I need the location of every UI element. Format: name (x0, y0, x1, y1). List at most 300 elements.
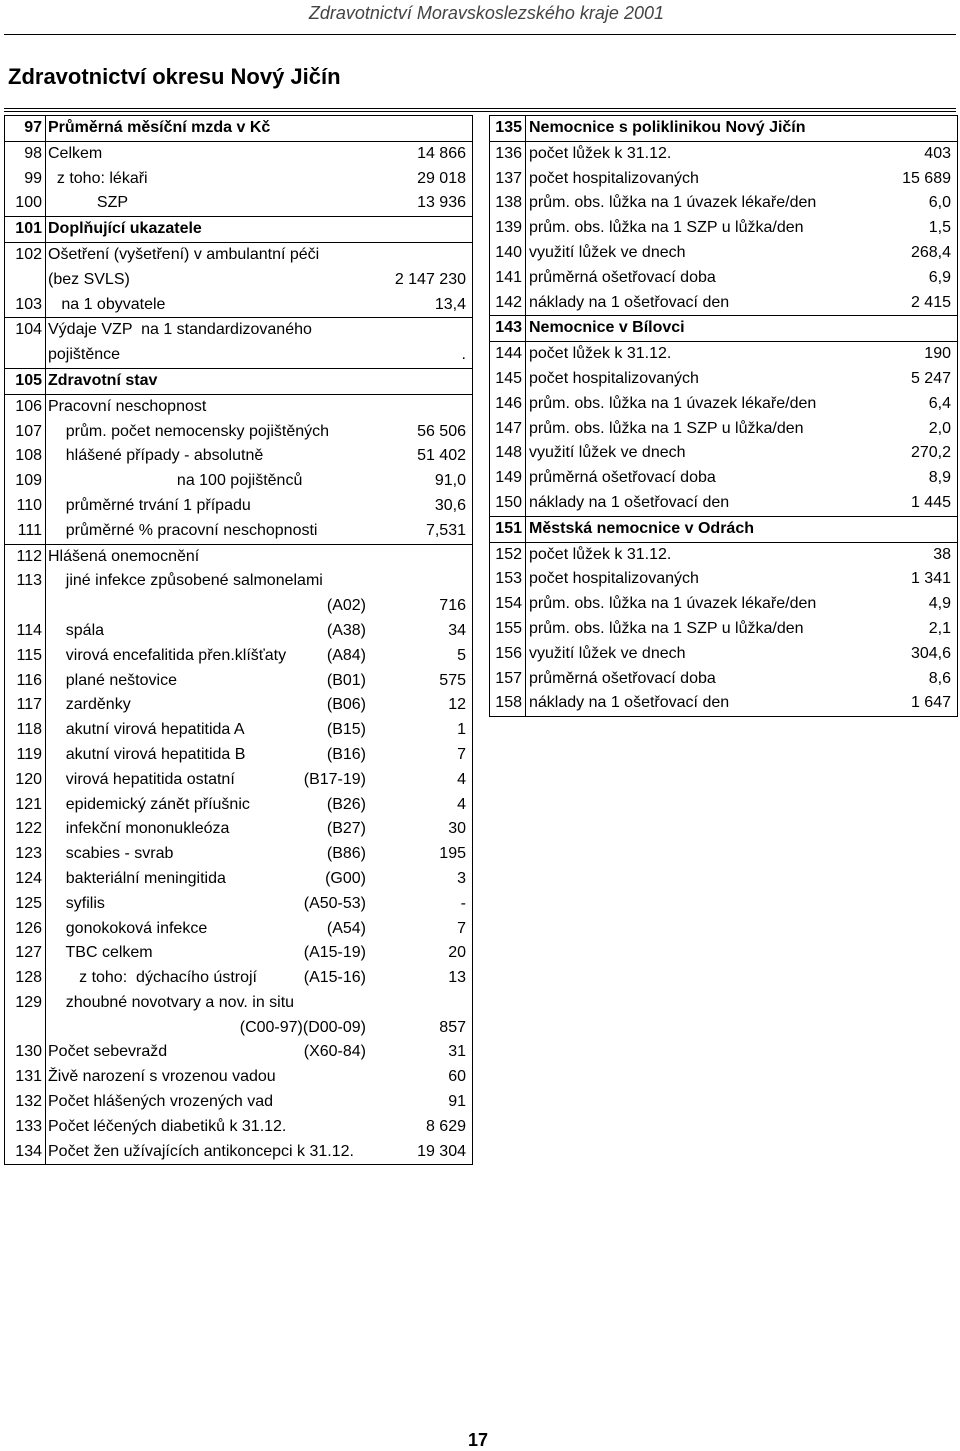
row-label: (bez SVLS) (48, 270, 130, 288)
row-label: počet hospitalizovaných (529, 369, 699, 387)
table-row (490, 517, 957, 543)
column-divider (45, 268, 46, 293)
table-row (5, 693, 472, 718)
row-value: 14 866 (417, 144, 466, 162)
row-value: 716 (439, 597, 466, 615)
row-value: 3 (457, 869, 466, 887)
row-number: 103 (15, 295, 42, 313)
table-row (5, 395, 472, 420)
column-divider (525, 491, 526, 516)
table-row (5, 444, 472, 469)
row-value: 15 689 (902, 169, 951, 187)
row-value: 91 (448, 1093, 466, 1111)
table-row (5, 966, 472, 991)
row-label: virová encefalitida přen.klíšťaty (48, 646, 287, 664)
row-value: 1 341 (910, 570, 951, 588)
table-row (5, 116, 472, 142)
table-row (490, 116, 957, 142)
row-number: 146 (495, 394, 522, 412)
column-divider (525, 216, 526, 241)
table-row (490, 617, 957, 642)
row-label: využití lůžek ve dnech (529, 243, 686, 261)
column-divider (45, 395, 46, 420)
row-label: prům. obs. lůžka na 1 úvazek lékaře/den (529, 394, 817, 412)
row-label: průměrná ošetřovací doba (529, 669, 716, 687)
row-value: . (461, 346, 466, 364)
row-label: SZP (48, 194, 129, 212)
row-value: 34 (448, 621, 466, 639)
column-divider (525, 291, 526, 316)
column-divider (45, 142, 46, 167)
row-label: Hlášená onemocnění (48, 547, 200, 565)
row-value: 268,4 (910, 243, 951, 261)
row-label: Počet hlášených vrozených vad (48, 1093, 274, 1111)
right-table (489, 115, 958, 717)
row-code: (X60-84) (303, 1043, 366, 1061)
table-row (5, 644, 472, 669)
column-divider (45, 519, 46, 544)
row-number: 123 (15, 845, 42, 863)
row-value: 1 (457, 721, 466, 739)
column-divider (45, 420, 46, 445)
column-divider (525, 342, 526, 367)
column-divider (45, 917, 46, 942)
row-code: (G00) (325, 869, 366, 887)
column-divider (525, 392, 526, 417)
row-value: 30,6 (434, 496, 466, 514)
row-number (5, 594, 45, 619)
column-divider (45, 867, 46, 892)
table-row (5, 1016, 472, 1041)
table-row (5, 191, 472, 217)
column-divider (45, 1040, 46, 1065)
row-number: 117 (16, 696, 42, 714)
row-number: 140 (495, 243, 522, 261)
page-number: 17 (468, 1430, 489, 1450)
row-label: hlášené případy - absolutně (48, 447, 264, 465)
running-header: Zdravotnictví Moravskoslezského kraje 2001 (308, 3, 664, 23)
column-divider (525, 142, 526, 167)
row-label: Výdaje VZP na 1 standardizovaného (48, 321, 312, 339)
table-row (5, 1065, 472, 1090)
row-number: 141 (495, 268, 522, 286)
table-row (5, 743, 472, 768)
row-number: 128 (15, 969, 42, 987)
table-row (490, 543, 957, 568)
row-label: zhoubné novotvary a nov. in situ (48, 993, 295, 1011)
row-value: 60 (448, 1068, 466, 1086)
row-value: 56 506 (417, 422, 466, 440)
table-row (490, 191, 957, 216)
column-divider (45, 217, 46, 242)
row-number: 121 (15, 795, 42, 813)
row-number (5, 1016, 45, 1041)
row-value: 2,0 (928, 419, 951, 437)
row-value: 13 (448, 969, 466, 987)
column-divider (525, 691, 526, 716)
row-value: 31 (448, 1043, 466, 1061)
row-value: 91,0 (434, 472, 466, 490)
row-label: využití lůžek ve dnech (529, 444, 686, 462)
row-number: 116 (16, 671, 42, 689)
row-label: akutní virová hepatitida B (48, 745, 246, 763)
row-label: využití lůžek ve dnech (529, 644, 686, 662)
column-divider (45, 318, 46, 343)
table-row (5, 1090, 472, 1115)
row-code: (A15-16) (303, 969, 366, 987)
row-number: 152 (495, 545, 522, 563)
row-label: Živě narození s vrozenou vadou (48, 1068, 276, 1086)
column-divider (525, 543, 526, 568)
row-value: - (460, 894, 466, 912)
row-label: Nemocnice v Bílovci (529, 319, 685, 337)
row-value: 4 (457, 770, 466, 788)
row-code: (A84) (326, 646, 366, 664)
table-row (5, 1140, 472, 1165)
column-divider (525, 266, 526, 291)
table-row (5, 167, 472, 192)
column-divider (45, 892, 46, 917)
column-divider (45, 469, 46, 494)
row-number: 102 (15, 245, 42, 263)
row-label: infekční mononukleóza (48, 820, 230, 838)
column-divider (45, 494, 46, 519)
row-value: 13,4 (434, 295, 466, 313)
row-value: 403 (924, 144, 951, 162)
column-divider (525, 592, 526, 617)
row-label: průměrné trvání 1 případu (48, 496, 251, 514)
row-number: 129 (15, 993, 42, 1011)
column-divider (45, 718, 46, 743)
row-label: spála (48, 621, 105, 639)
row-number: 155 (495, 619, 522, 637)
row-label: virová hepatitida ostatní (48, 770, 235, 788)
row-number: 99 (24, 169, 42, 187)
row-number: 108 (15, 447, 42, 465)
row-label: Zdravotní stav (48, 371, 158, 389)
column-divider (45, 842, 46, 867)
column-divider (45, 545, 46, 570)
row-number: 132 (15, 1093, 42, 1111)
table-row (5, 817, 472, 842)
row-number: 135 (495, 119, 522, 136)
row-value: 5 247 (910, 369, 951, 387)
row-number: 144 (495, 345, 522, 363)
row-label: Průměrná měsíční mzda v Kč (48, 119, 271, 136)
row-label: scabies - svrab (48, 845, 174, 863)
row-value: 190 (924, 345, 951, 363)
column-divider (525, 367, 526, 392)
column-divider (45, 369, 46, 394)
row-number: 149 (495, 469, 522, 487)
header-rule (4, 34, 956, 35)
table-row (5, 369, 472, 395)
row-value: 6,9 (928, 268, 951, 286)
row-label: bakteriální meningitida (48, 869, 226, 887)
table-row (5, 892, 472, 917)
row-value: 6,4 (928, 394, 951, 412)
table-row (5, 941, 472, 966)
table-row (5, 1040, 472, 1065)
table-row (490, 216, 957, 241)
row-value: 5 (457, 646, 466, 664)
row-label: průměrná ošetřovací doba (529, 469, 716, 487)
row-code: (B06) (326, 696, 366, 714)
row-label: prům. obs. lůžka na 1 SZP u lůžka/den (529, 419, 804, 437)
row-value: 12 (448, 696, 466, 714)
row-value: 1 647 (910, 694, 951, 712)
row-label: Počet sebevražd (48, 1043, 168, 1061)
table-row (5, 718, 472, 743)
column-divider (45, 444, 46, 469)
row-value: 7 (457, 919, 466, 937)
row-number: 136 (495, 144, 522, 162)
table-row (490, 167, 957, 192)
row-label: počet lůžek k 31.12. (529, 144, 672, 162)
row-number: 97 (24, 119, 42, 136)
row-number: 114 (16, 621, 42, 639)
row-number: 115 (16, 646, 42, 664)
column-divider (45, 1016, 46, 1041)
row-number: 109 (15, 472, 42, 490)
row-code: (A50-53) (303, 894, 366, 912)
row-label: jiné infekce způsobené salmonelami (48, 572, 323, 590)
column-divider (45, 991, 46, 1016)
table-row (5, 1115, 472, 1140)
column-divider (45, 693, 46, 718)
row-value: 575 (439, 671, 466, 689)
row-value: 8,6 (928, 669, 951, 687)
column-divider (525, 667, 526, 692)
column-divider (525, 466, 526, 491)
row-number: 138 (495, 194, 522, 212)
row-code: (B16) (326, 745, 366, 763)
row-value: 1,5 (928, 219, 951, 237)
row-code: (A38) (326, 621, 366, 639)
row-number: 100 (15, 194, 42, 212)
row-number: 119 (16, 745, 42, 763)
table-row (5, 917, 472, 942)
table-row (490, 466, 957, 491)
column-divider (45, 594, 46, 619)
row-number: 124 (15, 869, 42, 887)
row-label: na 1 obyvatele (48, 295, 166, 313)
row-label: Počet léčených diabetiků k 31.12. (48, 1117, 287, 1135)
table-row (5, 343, 472, 369)
column-divider (525, 316, 526, 341)
row-number: 118 (16, 721, 42, 739)
column-divider (45, 293, 46, 318)
row-label: Ošetření (vyšetření) v ambulantní péči (48, 245, 320, 263)
column-divider (45, 793, 46, 818)
row-number: 112 (16, 547, 42, 565)
row-number (5, 268, 45, 293)
row-value: 270,2 (910, 444, 951, 462)
table-row (5, 318, 472, 343)
table-row (5, 420, 472, 445)
row-label: počet lůžek k 31.12. (529, 545, 672, 563)
row-number: 142 (495, 293, 522, 311)
column-divider (45, 619, 46, 644)
row-value: 4 (457, 795, 466, 813)
row-number: 156 (495, 644, 522, 662)
column-divider (525, 642, 526, 667)
table-row (5, 217, 472, 243)
row-value: 6,0 (928, 194, 951, 212)
row-code: (B27) (326, 820, 366, 838)
table-row (5, 268, 472, 293)
row-label: průměrné % pracovní neschopnosti (48, 521, 318, 539)
row-code: (B01) (326, 671, 366, 689)
row-number: 113 (16, 572, 42, 590)
column-divider (45, 116, 46, 141)
table-row (5, 545, 472, 570)
column-divider (45, 1090, 46, 1115)
row-label: počet lůžek k 31.12. (529, 345, 672, 363)
row-code: (A54) (326, 919, 366, 937)
table-row (5, 519, 472, 545)
row-value: 20 (448, 944, 466, 962)
row-number: 126 (15, 919, 42, 937)
column-divider (525, 617, 526, 642)
row-number: 122 (15, 820, 42, 838)
column-divider (45, 243, 46, 268)
table-row (5, 867, 472, 892)
column-divider (525, 191, 526, 216)
row-label: Nemocnice s poliklinikou Nový Jičín (529, 119, 806, 136)
row-code: (A02) (326, 597, 366, 615)
row-number: 127 (15, 944, 42, 962)
row-value: 13 936 (417, 194, 466, 212)
table-row (490, 241, 957, 266)
row-label: Pracovní neschopnost (48, 397, 207, 415)
row-value: 195 (439, 845, 466, 863)
row-number: 130 (15, 1043, 42, 1061)
row-label: náklady na 1 ošetřovací den (529, 493, 730, 511)
column-divider (525, 441, 526, 466)
row-label: prům. obs. lůžka na 1 SZP u lůžka/den (529, 619, 804, 637)
row-number: 104 (15, 321, 42, 339)
row-code: (B17-19) (303, 770, 366, 788)
row-number: 98 (24, 144, 42, 162)
row-number: 110 (16, 496, 42, 514)
column-divider (45, 167, 46, 192)
column-divider (525, 417, 526, 442)
row-number: 147 (495, 419, 522, 437)
row-label: náklady na 1 ošetřovací den (529, 694, 730, 712)
row-label: z toho: dýchacího ústrojí (48, 969, 257, 987)
row-value: 857 (439, 1018, 466, 1036)
table-row (5, 243, 472, 268)
column-divider (525, 567, 526, 592)
column-divider (45, 1140, 46, 1165)
column-divider (45, 941, 46, 966)
row-label: z toho: lékaři (48, 169, 148, 187)
table-row (490, 567, 957, 592)
table-row (490, 592, 957, 617)
column-divider (45, 817, 46, 842)
row-value: 2,1 (928, 619, 951, 637)
table-row (5, 768, 472, 793)
row-value: 8,9 (928, 469, 951, 487)
row-number: 154 (495, 595, 522, 613)
table-row (5, 991, 472, 1016)
column-divider (525, 517, 526, 542)
table-row (490, 392, 957, 417)
row-number: 134 (15, 1142, 42, 1160)
table-row (5, 293, 472, 319)
row-number: 145 (495, 369, 522, 387)
row-label: počet hospitalizovaných (529, 570, 699, 588)
title-rule-secondary (4, 111, 956, 112)
row-label: Celkem (48, 144, 103, 162)
row-label: prům. obs. lůžka na 1 úvazek lékaře/den (529, 194, 817, 212)
column-divider (45, 966, 46, 991)
table-row (490, 417, 957, 442)
table-row (490, 342, 957, 367)
table-row (5, 142, 472, 167)
row-value: 19 304 (417, 1142, 466, 1160)
row-label: pojištěnce (48, 346, 121, 364)
row-number (5, 343, 45, 368)
row-number: 150 (495, 493, 522, 511)
column-divider (45, 1065, 46, 1090)
table-row (5, 842, 472, 867)
column-divider (45, 1115, 46, 1140)
row-number: 151 (495, 519, 522, 537)
row-value: 8 629 (425, 1117, 466, 1135)
row-label: průměrná ošetřovací doba (529, 268, 716, 286)
row-number: 125 (15, 894, 42, 912)
table-row (5, 669, 472, 694)
row-label: TBC celkem (48, 944, 153, 962)
row-label: plané neštovice (48, 671, 177, 689)
row-label: prům. obs. lůžka na 1 úvazek lékaře/den (529, 595, 817, 613)
row-value: 304,6 (910, 644, 951, 662)
row-number: 153 (495, 570, 522, 588)
row-label: Městská nemocnice v Odrách (529, 519, 754, 537)
row-value: 29 018 (417, 169, 466, 187)
row-label: syfilis (48, 894, 105, 912)
row-number: 106 (15, 397, 42, 415)
row-number: 105 (15, 371, 42, 389)
table-row (5, 569, 472, 594)
row-label: Počet žen užívajících antikoncepci k 31.12. (48, 1142, 354, 1160)
row-number: 158 (495, 694, 522, 712)
row-label: epidemický zánět příušnic (48, 795, 250, 813)
table-row (490, 316, 957, 342)
table-row (5, 594, 472, 619)
column-divider (525, 167, 526, 192)
table-row (5, 793, 472, 818)
table-row (490, 642, 957, 667)
row-label: akutní virová hepatitida A (48, 721, 245, 739)
column-divider (45, 743, 46, 768)
table-row (490, 441, 957, 466)
page-title: Zdravotnictví okresu Nový Jičín (8, 64, 341, 89)
row-number: 137 (495, 169, 522, 187)
row-number: 143 (495, 319, 522, 337)
row-value: 7 (457, 745, 466, 763)
row-value: 30 (448, 820, 466, 838)
column-divider (525, 241, 526, 266)
row-number: 131 (15, 1068, 42, 1086)
row-code: (B86) (326, 845, 366, 863)
row-label: náklady na 1 ošetřovací den (529, 293, 730, 311)
row-value: 38 (933, 545, 951, 563)
row-number: 139 (495, 219, 522, 237)
row-label: Doplňující ukazatele (48, 220, 202, 238)
